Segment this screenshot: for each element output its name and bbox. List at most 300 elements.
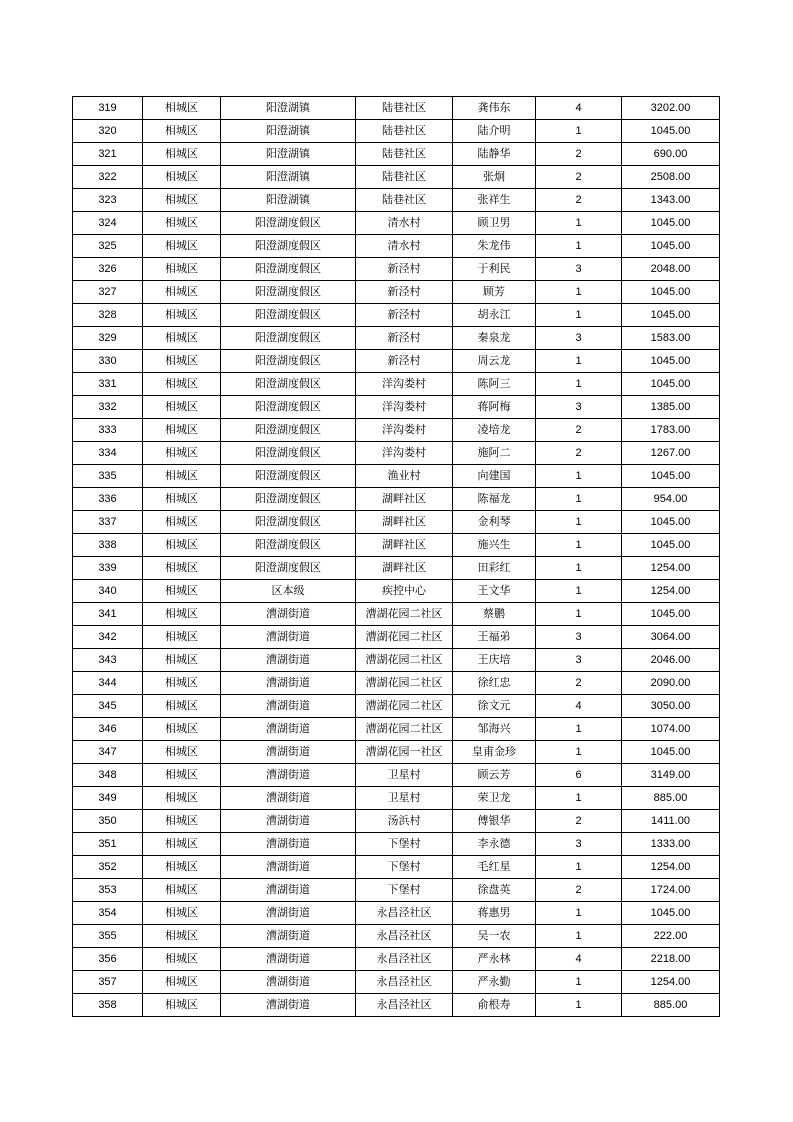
- household-size-cell: 6: [536, 764, 622, 787]
- table-row: [73, 419, 720, 442]
- amount-cell: 1045.00: [622, 212, 720, 235]
- row-index-cell: 358: [73, 994, 143, 1017]
- community-cell: 新泾村: [356, 258, 453, 281]
- district-cell: 相城区: [143, 373, 221, 396]
- community-cell: 陆巷社区: [356, 97, 453, 120]
- town-cell: 漕湖街道: [221, 925, 356, 948]
- community-cell: 新泾村: [356, 327, 453, 350]
- household-size-cell: 1: [536, 511, 622, 534]
- community-cell: 卫星村: [356, 764, 453, 787]
- town-cell: 阳澄湖度假区: [221, 557, 356, 580]
- row-index-cell: 325: [73, 235, 143, 258]
- row-index-cell: 347: [73, 741, 143, 764]
- household-size-cell: 3: [536, 396, 622, 419]
- district-cell: 相城区: [143, 626, 221, 649]
- table-row: [73, 373, 720, 396]
- district-cell: 相城区: [143, 695, 221, 718]
- household-size-cell: 4: [536, 695, 622, 718]
- town-cell: 阳澄湖度假区: [221, 488, 356, 511]
- town-cell: 区本级: [221, 580, 356, 603]
- community-cell: 下堡村: [356, 833, 453, 856]
- household-size-cell: 4: [536, 948, 622, 971]
- district-cell: 相城区: [143, 787, 221, 810]
- table-row: [73, 304, 720, 327]
- household-size-cell: 3: [536, 649, 622, 672]
- name-cell: 于利民: [453, 258, 536, 281]
- community-cell: 湖畔社区: [356, 557, 453, 580]
- row-index-cell: 348: [73, 764, 143, 787]
- household-size-cell: 2: [536, 810, 622, 833]
- name-cell: 严永勤: [453, 971, 536, 994]
- table-row: [73, 741, 720, 764]
- community-cell: 漕湖花园二社区: [356, 603, 453, 626]
- name-cell: 施兴生: [453, 534, 536, 557]
- name-cell: 蔡鹏: [453, 603, 536, 626]
- name-cell: 向建国: [453, 465, 536, 488]
- district-cell: 相城区: [143, 327, 221, 350]
- district-cell: 相城区: [143, 810, 221, 833]
- table-row: [73, 580, 720, 603]
- household-size-cell: 1: [536, 235, 622, 258]
- amount-cell: 690.00: [622, 143, 720, 166]
- amount-cell: 1045.00: [622, 350, 720, 373]
- community-cell: 洋沟娄村: [356, 419, 453, 442]
- table-row: [73, 143, 720, 166]
- household-size-cell: 1: [536, 281, 622, 304]
- town-cell: 阳澄湖镇: [221, 97, 356, 120]
- amount-cell: 3149.00: [622, 764, 720, 787]
- district-cell: 相城区: [143, 603, 221, 626]
- community-cell: 漕湖花园一社区: [356, 741, 453, 764]
- name-cell: 徐红忠: [453, 672, 536, 695]
- town-cell: 漕湖街道: [221, 626, 356, 649]
- row-index-cell: 327: [73, 281, 143, 304]
- household-size-cell: 1: [536, 994, 622, 1017]
- community-cell: 永昌泾社区: [356, 994, 453, 1017]
- table-row: [73, 327, 720, 350]
- amount-cell: 1583.00: [622, 327, 720, 350]
- table-row: [73, 672, 720, 695]
- household-size-cell: 2: [536, 189, 622, 212]
- table-row: [73, 626, 720, 649]
- row-index-cell: 356: [73, 948, 143, 971]
- district-cell: 相城区: [143, 534, 221, 557]
- district-cell: 相城区: [143, 304, 221, 327]
- district-cell: 相城区: [143, 143, 221, 166]
- community-cell: 陆巷社区: [356, 189, 453, 212]
- town-cell: 漕湖街道: [221, 833, 356, 856]
- community-cell: 汤浜村: [356, 810, 453, 833]
- table-row: [73, 488, 720, 511]
- household-size-cell: 1: [536, 902, 622, 925]
- row-index-cell: 331: [73, 373, 143, 396]
- town-cell: 漕湖街道: [221, 603, 356, 626]
- amount-cell: 885.00: [622, 994, 720, 1017]
- community-cell: 永昌泾社区: [356, 948, 453, 971]
- amount-cell: 2508.00: [622, 166, 720, 189]
- table-row: [73, 350, 720, 373]
- household-size-cell: 3: [536, 626, 622, 649]
- name-cell: 徐文元: [453, 695, 536, 718]
- district-cell: 相城区: [143, 741, 221, 764]
- district-cell: 相城区: [143, 281, 221, 304]
- town-cell: 漕湖街道: [221, 902, 356, 925]
- name-cell: 龚伟东: [453, 97, 536, 120]
- name-cell: 皇甫金珍: [453, 741, 536, 764]
- row-index-cell: 338: [73, 534, 143, 557]
- row-index-cell: 344: [73, 672, 143, 695]
- table-row: [73, 718, 720, 741]
- name-cell: 陆介明: [453, 120, 536, 143]
- district-cell: 相城区: [143, 465, 221, 488]
- town-cell: 阳澄湖度假区: [221, 350, 356, 373]
- amount-cell: 2048.00: [622, 258, 720, 281]
- district-cell: 相城区: [143, 120, 221, 143]
- town-cell: 漕湖街道: [221, 879, 356, 902]
- amount-cell: 954.00: [622, 488, 720, 511]
- table-row: [73, 764, 720, 787]
- community-cell: 永昌泾社区: [356, 971, 453, 994]
- table-row: [73, 281, 720, 304]
- community-cell: 漕湖花园二社区: [356, 718, 453, 741]
- community-cell: 疾控中心: [356, 580, 453, 603]
- name-cell: 王文华: [453, 580, 536, 603]
- household-size-cell: 2: [536, 442, 622, 465]
- name-cell: 王庆培: [453, 649, 536, 672]
- table-row: [73, 994, 720, 1017]
- district-cell: 相城区: [143, 856, 221, 879]
- household-size-cell: 1: [536, 925, 622, 948]
- name-cell: 施阿二: [453, 442, 536, 465]
- community-cell: 陆巷社区: [356, 166, 453, 189]
- name-cell: 金利琴: [453, 511, 536, 534]
- row-index-cell: 350: [73, 810, 143, 833]
- row-index-cell: 320: [73, 120, 143, 143]
- table-row: [73, 948, 720, 971]
- amount-cell: 1045.00: [622, 281, 720, 304]
- community-cell: 洋沟娄村: [356, 373, 453, 396]
- row-index-cell: 335: [73, 465, 143, 488]
- district-cell: 相城区: [143, 718, 221, 741]
- row-index-cell: 341: [73, 603, 143, 626]
- row-index-cell: 354: [73, 902, 143, 925]
- table-row: [73, 189, 720, 212]
- amount-cell: 3050.00: [622, 695, 720, 718]
- name-cell: 荣卫龙: [453, 787, 536, 810]
- household-size-cell: 1: [536, 741, 622, 764]
- row-index-cell: 342: [73, 626, 143, 649]
- household-size-cell: 1: [536, 580, 622, 603]
- amount-cell: 1045.00: [622, 235, 720, 258]
- row-index-cell: 355: [73, 925, 143, 948]
- row-index-cell: 349: [73, 787, 143, 810]
- amount-cell: 1074.00: [622, 718, 720, 741]
- district-cell: 相城区: [143, 488, 221, 511]
- district-cell: 相城区: [143, 189, 221, 212]
- district-cell: 相城区: [143, 235, 221, 258]
- district-cell: 相城区: [143, 902, 221, 925]
- row-index-cell: 334: [73, 442, 143, 465]
- household-size-cell: 2: [536, 672, 622, 695]
- district-cell: 相城区: [143, 948, 221, 971]
- name-cell: 毛红星: [453, 856, 536, 879]
- town-cell: 漕湖街道: [221, 948, 356, 971]
- row-index-cell: 333: [73, 419, 143, 442]
- town-cell: 漕湖街道: [221, 994, 356, 1017]
- amount-cell: 1411.00: [622, 810, 720, 833]
- household-size-cell: 1: [536, 465, 622, 488]
- community-cell: 湖畔社区: [356, 488, 453, 511]
- household-size-cell: 1: [536, 488, 622, 511]
- town-cell: 阳澄湖镇: [221, 189, 356, 212]
- table-row: [73, 833, 720, 856]
- town-cell: 阳澄湖度假区: [221, 511, 356, 534]
- name-cell: 俞根寿: [453, 994, 536, 1017]
- community-cell: 新泾村: [356, 281, 453, 304]
- table-row: [73, 465, 720, 488]
- household-size-cell: 3: [536, 258, 622, 281]
- town-cell: 阳澄湖镇: [221, 120, 356, 143]
- community-cell: 洋沟娄村: [356, 396, 453, 419]
- table-row: [73, 649, 720, 672]
- household-size-cell: 1: [536, 557, 622, 580]
- table-row: [73, 511, 720, 534]
- name-cell: 吴一农: [453, 925, 536, 948]
- district-cell: 相城区: [143, 925, 221, 948]
- household-size-cell: 2: [536, 166, 622, 189]
- community-cell: 洋沟娄村: [356, 442, 453, 465]
- district-cell: 相城区: [143, 511, 221, 534]
- name-cell: 邹海兴: [453, 718, 536, 741]
- amount-cell: 2090.00: [622, 672, 720, 695]
- name-cell: 严永林: [453, 948, 536, 971]
- amount-cell: 1045.00: [622, 741, 720, 764]
- amount-cell: 1045.00: [622, 304, 720, 327]
- town-cell: 漕湖街道: [221, 810, 356, 833]
- row-index-cell: 326: [73, 258, 143, 281]
- town-cell: 阳澄湖度假区: [221, 258, 356, 281]
- table-row: [73, 787, 720, 810]
- name-cell: 徐盘英: [453, 879, 536, 902]
- amount-cell: 1254.00: [622, 580, 720, 603]
- district-cell: 相城区: [143, 557, 221, 580]
- household-size-cell: 1: [536, 787, 622, 810]
- town-cell: 阳澄湖度假区: [221, 373, 356, 396]
- table-row: [73, 971, 720, 994]
- amount-cell: 1045.00: [622, 120, 720, 143]
- town-cell: 阳澄湖度假区: [221, 465, 356, 488]
- row-index-cell: 345: [73, 695, 143, 718]
- household-size-cell: 1: [536, 304, 622, 327]
- amount-cell: 1045.00: [622, 603, 720, 626]
- amount-cell: 1045.00: [622, 534, 720, 557]
- table-row: [73, 603, 720, 626]
- amount-cell: 1254.00: [622, 971, 720, 994]
- district-cell: 相城区: [143, 350, 221, 373]
- town-cell: 漕湖街道: [221, 741, 356, 764]
- table-row: [73, 120, 720, 143]
- row-index-cell: 321: [73, 143, 143, 166]
- community-cell: 下堡村: [356, 856, 453, 879]
- row-index-cell: 346: [73, 718, 143, 741]
- amount-cell: 1045.00: [622, 465, 720, 488]
- amount-cell: 1045.00: [622, 902, 720, 925]
- community-cell: 清水村: [356, 235, 453, 258]
- row-index-cell: 351: [73, 833, 143, 856]
- row-index-cell: 332: [73, 396, 143, 419]
- name-cell: 陈福龙: [453, 488, 536, 511]
- name-cell: 朱龙伟: [453, 235, 536, 258]
- town-cell: 阳澄湖度假区: [221, 419, 356, 442]
- amount-cell: 2046.00: [622, 649, 720, 672]
- row-index-cell: 324: [73, 212, 143, 235]
- community-cell: 卫星村: [356, 787, 453, 810]
- amount-cell: 1385.00: [622, 396, 720, 419]
- table-row: [73, 166, 720, 189]
- table-row: [73, 925, 720, 948]
- amount-cell: 2218.00: [622, 948, 720, 971]
- amount-cell: 1254.00: [622, 856, 720, 879]
- town-cell: 漕湖街道: [221, 764, 356, 787]
- table-row: [73, 879, 720, 902]
- household-size-cell: 1: [536, 212, 622, 235]
- community-cell: 漕湖花园二社区: [356, 695, 453, 718]
- town-cell: 阳澄湖度假区: [221, 304, 356, 327]
- name-cell: 傅银华: [453, 810, 536, 833]
- household-size-cell: 3: [536, 327, 622, 350]
- name-cell: 顾卫男: [453, 212, 536, 235]
- table-row: [73, 534, 720, 557]
- name-cell: 陈阿三: [453, 373, 536, 396]
- district-cell: 相城区: [143, 764, 221, 787]
- name-cell: 李永德: [453, 833, 536, 856]
- district-cell: 相城区: [143, 994, 221, 1017]
- town-cell: 漕湖街道: [221, 649, 356, 672]
- amount-cell: 885.00: [622, 787, 720, 810]
- household-size-cell: 2: [536, 419, 622, 442]
- table-row: [73, 442, 720, 465]
- community-cell: 漕湖花园二社区: [356, 626, 453, 649]
- amount-cell: 222.00: [622, 925, 720, 948]
- table-row: [73, 557, 720, 580]
- town-cell: 阳澄湖镇: [221, 166, 356, 189]
- row-index-cell: 322: [73, 166, 143, 189]
- name-cell: 顾芳: [453, 281, 536, 304]
- district-cell: 相城区: [143, 672, 221, 695]
- name-cell: 蒋惠男: [453, 902, 536, 925]
- district-cell: 相城区: [143, 396, 221, 419]
- name-cell: 周云龙: [453, 350, 536, 373]
- row-index-cell: 343: [73, 649, 143, 672]
- community-cell: 永昌泾社区: [356, 902, 453, 925]
- household-size-cell: 1: [536, 534, 622, 557]
- row-index-cell: 339: [73, 557, 143, 580]
- community-cell: 新泾村: [356, 304, 453, 327]
- community-cell: 永昌泾社区: [356, 925, 453, 948]
- household-size-cell: 1: [536, 718, 622, 741]
- household-size-cell: 2: [536, 143, 622, 166]
- town-cell: 阳澄湖度假区: [221, 212, 356, 235]
- household-size-cell: 2: [536, 879, 622, 902]
- name-cell: 田彩红: [453, 557, 536, 580]
- household-size-cell: 1: [536, 373, 622, 396]
- name-cell: 张炯: [453, 166, 536, 189]
- district-cell: 相城区: [143, 166, 221, 189]
- table-body: [73, 97, 720, 1017]
- row-index-cell: 337: [73, 511, 143, 534]
- district-cell: 相城区: [143, 649, 221, 672]
- district-cell: 相城区: [143, 580, 221, 603]
- district-cell: 相城区: [143, 442, 221, 465]
- name-cell: 胡永江: [453, 304, 536, 327]
- amount-cell: 3064.00: [622, 626, 720, 649]
- district-cell: 相城区: [143, 212, 221, 235]
- town-cell: 阳澄湖度假区: [221, 534, 356, 557]
- household-size-cell: 1: [536, 856, 622, 879]
- table-row: [73, 856, 720, 879]
- town-cell: 漕湖街道: [221, 971, 356, 994]
- town-cell: 阳澄湖度假区: [221, 327, 356, 350]
- community-cell: 湖畔社区: [356, 534, 453, 557]
- community-cell: 新泾村: [356, 350, 453, 373]
- town-cell: 阳澄湖度假区: [221, 235, 356, 258]
- town-cell: 阳澄湖度假区: [221, 396, 356, 419]
- community-cell: 下堡村: [356, 879, 453, 902]
- town-cell: 漕湖街道: [221, 695, 356, 718]
- community-cell: 漕湖花园二社区: [356, 649, 453, 672]
- amount-cell: 1724.00: [622, 879, 720, 902]
- household-size-cell: 1: [536, 971, 622, 994]
- town-cell: 漕湖街道: [221, 787, 356, 810]
- town-cell: 阳澄湖度假区: [221, 442, 356, 465]
- table-row: [73, 810, 720, 833]
- household-size-cell: 3: [536, 833, 622, 856]
- town-cell: 阳澄湖度假区: [221, 281, 356, 304]
- row-index-cell: 353: [73, 879, 143, 902]
- row-index-cell: 319: [73, 97, 143, 120]
- table-row: [73, 396, 720, 419]
- district-cell: 相城区: [143, 419, 221, 442]
- household-size-cell: 1: [536, 350, 622, 373]
- district-cell: 相城区: [143, 833, 221, 856]
- row-index-cell: 329: [73, 327, 143, 350]
- table-row: [73, 902, 720, 925]
- town-cell: 漕湖街道: [221, 856, 356, 879]
- name-cell: 秦泉龙: [453, 327, 536, 350]
- amount-cell: 1343.00: [622, 189, 720, 212]
- name-cell: 陆静华: [453, 143, 536, 166]
- row-index-cell: 357: [73, 971, 143, 994]
- community-cell: 漕湖花园二社区: [356, 672, 453, 695]
- household-size-cell: 1: [536, 120, 622, 143]
- name-cell: 王福弟: [453, 626, 536, 649]
- amount-cell: 1254.00: [622, 557, 720, 580]
- table-row: [73, 235, 720, 258]
- row-index-cell: 323: [73, 189, 143, 212]
- relief-roster-table: [72, 96, 720, 1017]
- district-cell: 相城区: [143, 971, 221, 994]
- town-cell: 漕湖街道: [221, 718, 356, 741]
- amount-cell: 1783.00: [622, 419, 720, 442]
- name-cell: 蒋阿梅: [453, 396, 536, 419]
- town-cell: 漕湖街道: [221, 672, 356, 695]
- row-index-cell: 330: [73, 350, 143, 373]
- town-cell: 阳澄湖镇: [221, 143, 356, 166]
- amount-cell: 1045.00: [622, 373, 720, 396]
- row-index-cell: 336: [73, 488, 143, 511]
- district-cell: 相城区: [143, 97, 221, 120]
- community-cell: 渔业村: [356, 465, 453, 488]
